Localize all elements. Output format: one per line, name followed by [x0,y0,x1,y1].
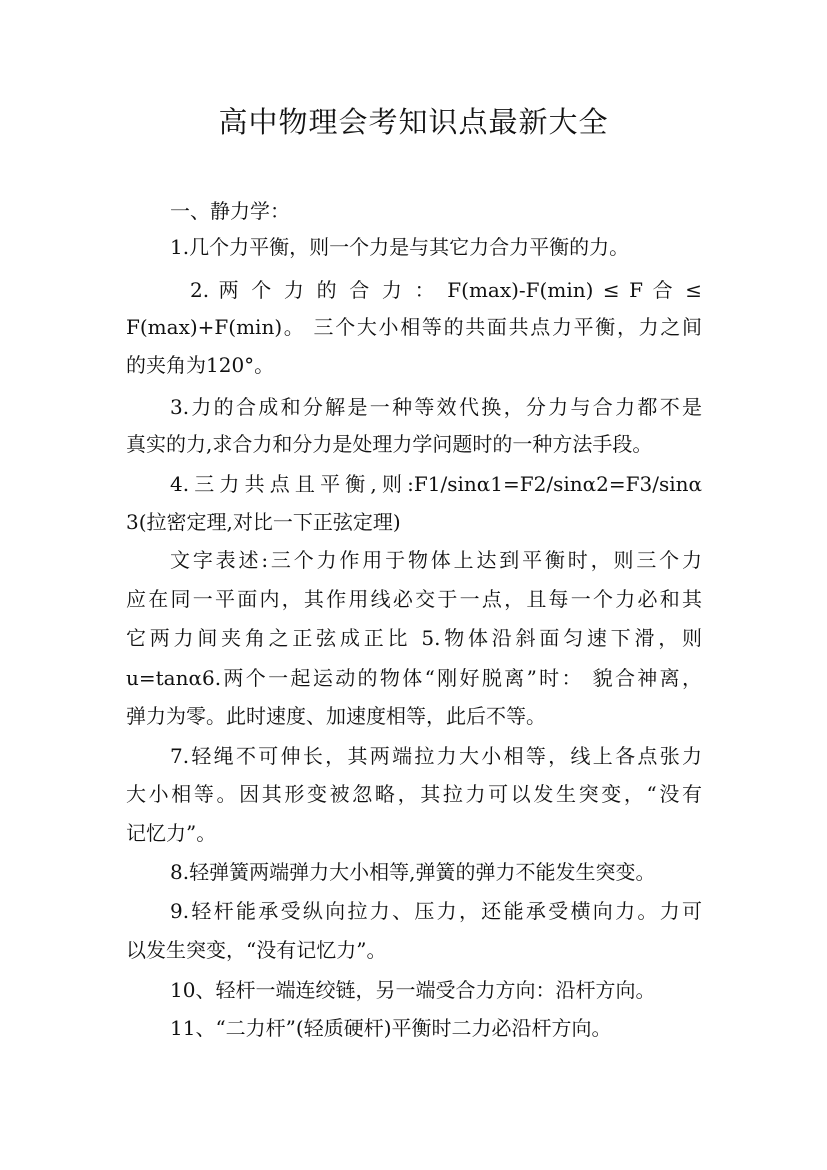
text-line: 8.轻弹簧两端弹力大小相等,弹簧的弹力不能发生突变。 [170,860,656,884]
text-line: 以发生突变，“没有记忆力”。 [126,938,387,962]
text-line: 11、“二力杆”(轻质硬杆)平衡时二力必沿杆方向。 [170,1016,612,1040]
document-title: 高中物理会考知识点最新大全 [218,105,609,139]
text-line: u=tanα6.两个一起运动的物体“刚好脱离”时： 貌合神离， [126,666,702,690]
text-line: 记忆力”。 [126,821,217,845]
text-line: 大小相等。因其形变被忽略，其拉力可以发生突变，“没有 [126,782,702,806]
text-line: 弹力为零。此时速度、加速度相等，此后不等。 [126,704,546,728]
text-line: 1.几个力平衡，则一个力是与其它力合力平衡的力。 [170,235,630,259]
section-heading-statics: 一、静力学： [170,199,290,223]
text-line: 4.三力共点且平衡,则:F1/sinα1=F2/sinα2=F3/sinα [170,472,702,496]
text-line: 3(拉密定理,对比一下正弦定理) [126,510,401,534]
text-line: 的夹角为120°。 [126,353,275,377]
text-line: F(max)+F(min)。 三个大小相等的共面共点力平衡，力之间 [126,315,702,339]
text-line: 应在同一平面内，其作用线必交于一点，且每一个力必和其 [126,587,702,611]
text-line: 文字表述:三个力作用于物体上达到平衡时，则三个力 [170,548,702,572]
text-line: 7.轻绳不可伸长，其两端拉力大小相等，线上各点张力 [170,744,702,768]
text-line: 它两力间夹角之正弦成正比 5.物体沿斜面匀速下滑，则 [126,626,702,650]
text-line: 真实的力,求合力和分力是处理力学问题时的一种方法手段。 [126,432,653,456]
text-line: 10、轻杆一端连绞链，另一端受合力方向：沿杆方向。 [170,978,656,1002]
text-line: 3.力的合成和分解是一种等效代换，分力与合力都不是 [170,395,702,419]
text-line: 9.轻杆能承受纵向拉力、压力，还能承受横向力。力可 [170,899,702,923]
text-line: 2. 两 个 力 的 合 力 ： F(max)-F(min) ≤ F 合 ≤ [190,278,702,302]
